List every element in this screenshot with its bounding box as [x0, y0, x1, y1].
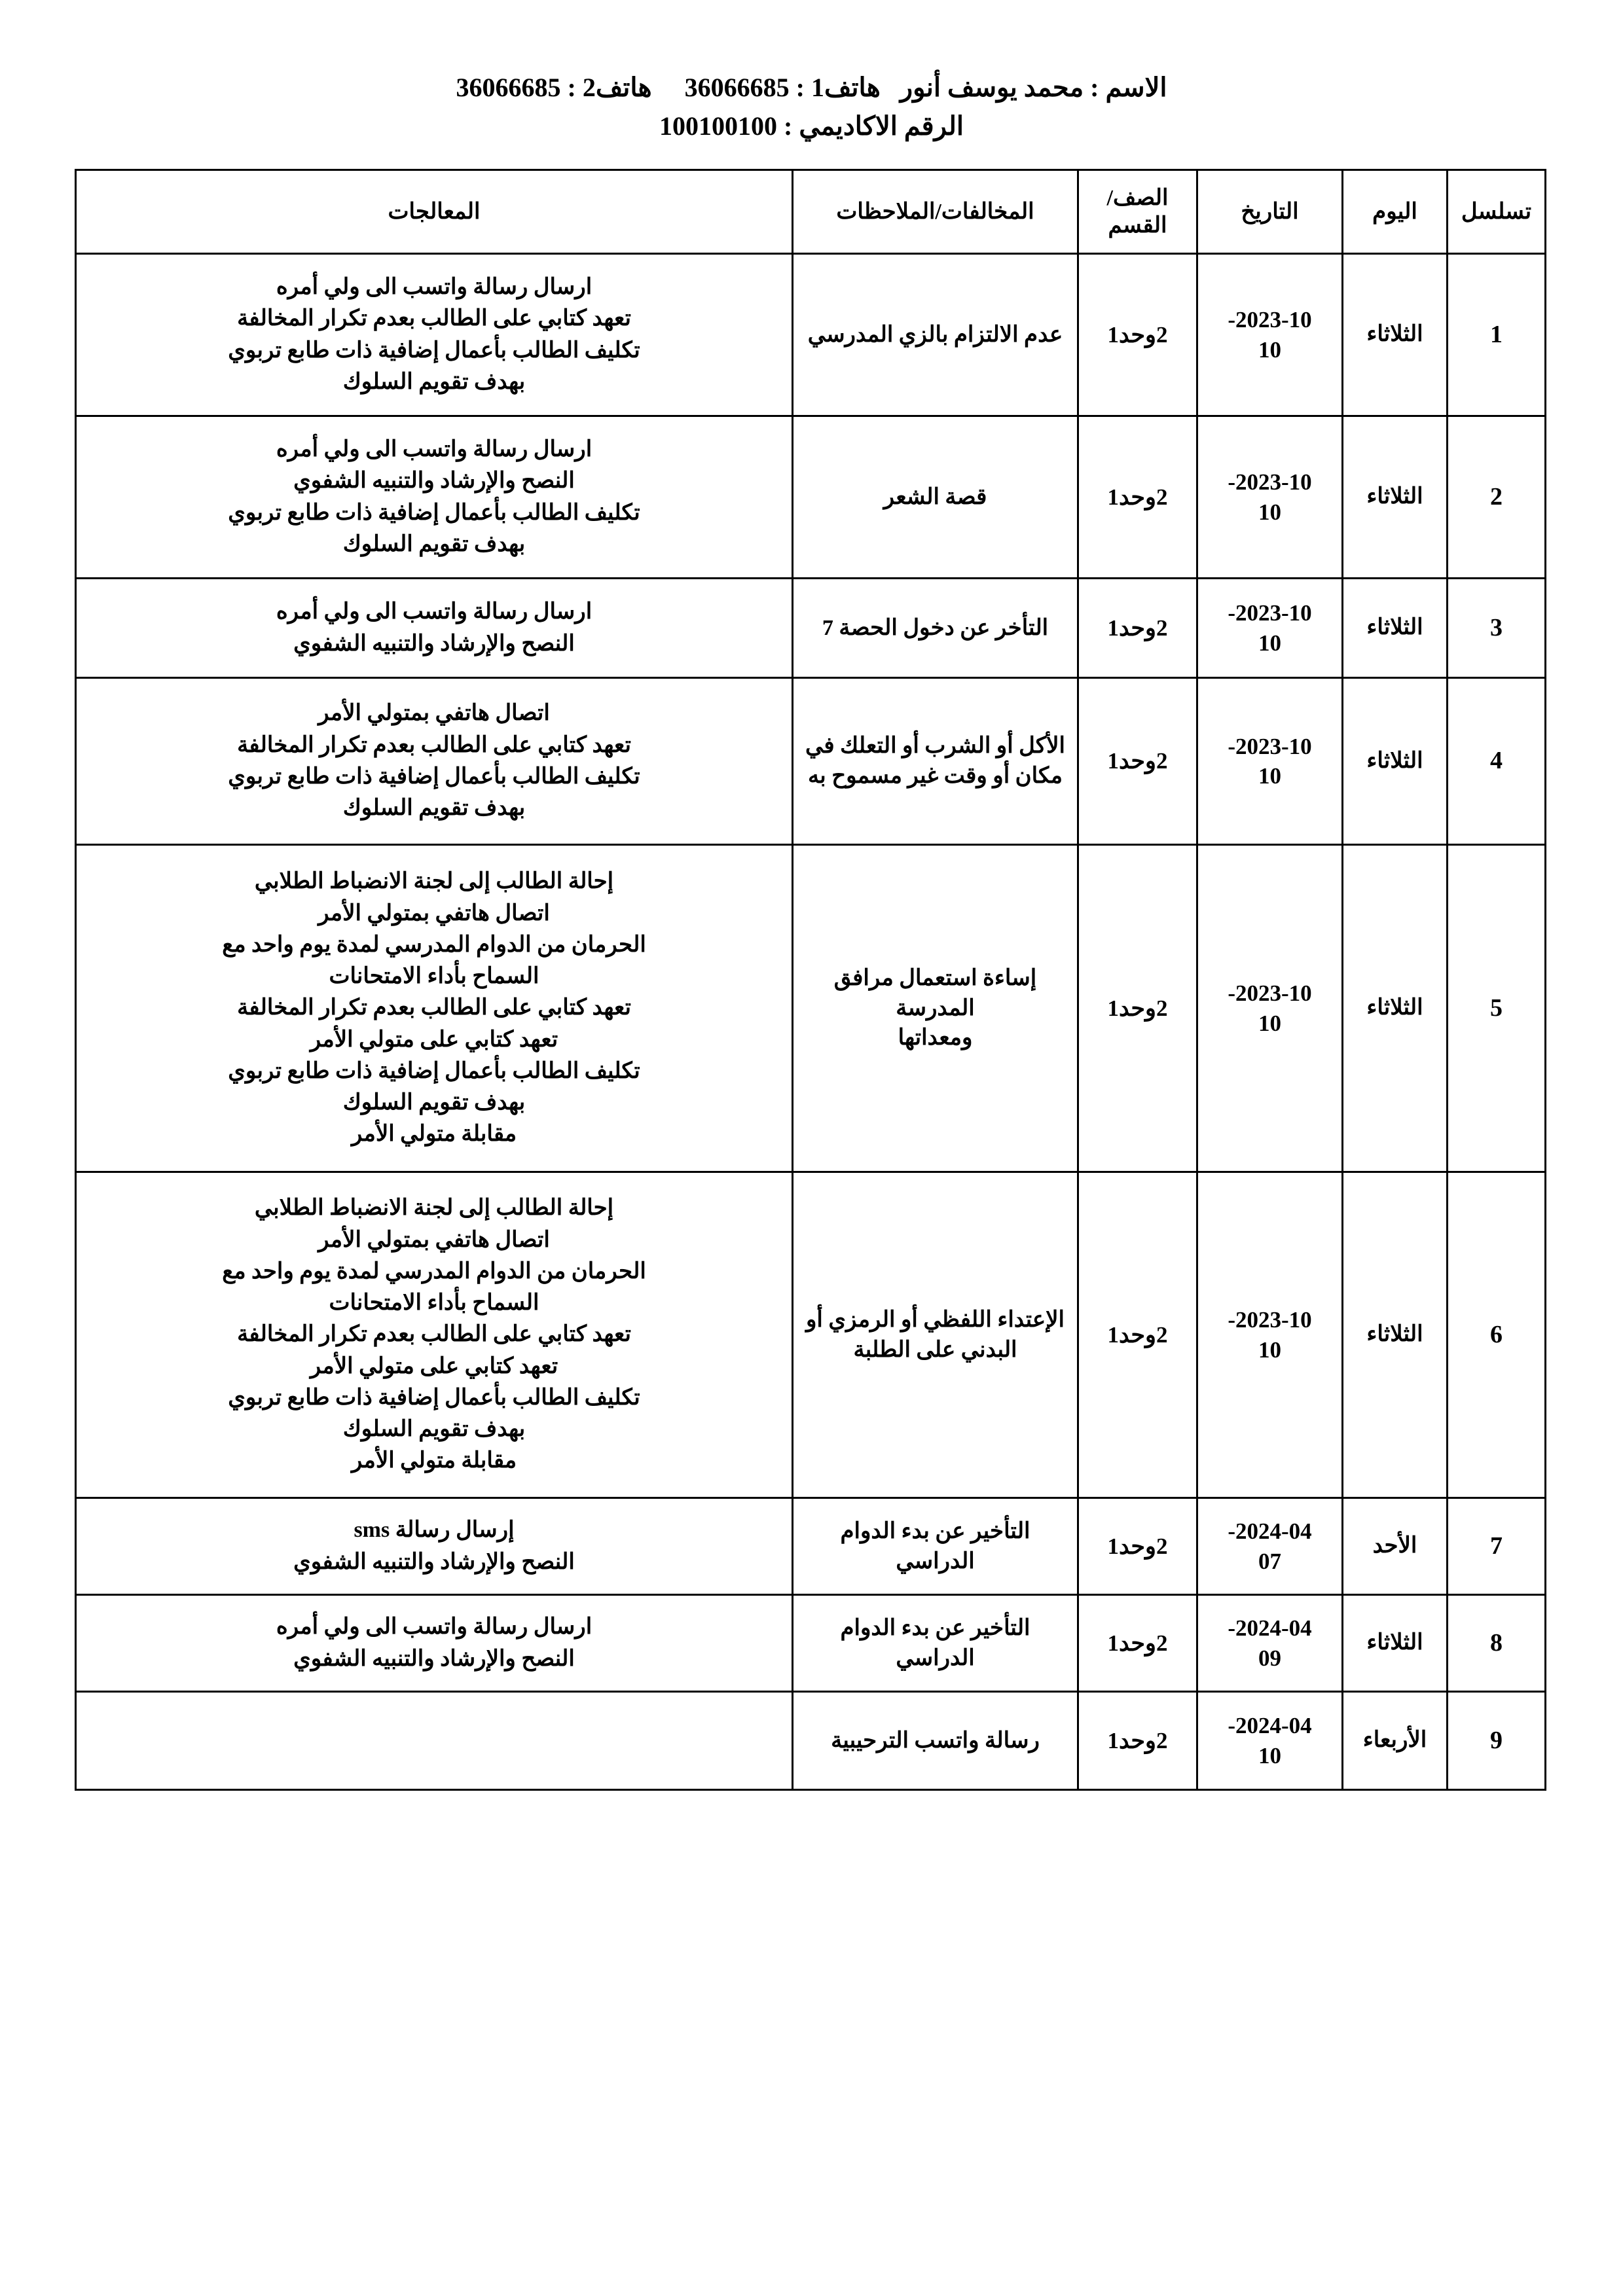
date-line-2: 10	[1258, 630, 1281, 656]
cell-sequence: 3	[1448, 579, 1546, 678]
cell-day: الثلاثاء	[1343, 678, 1448, 845]
cell-treatment	[76, 1172, 793, 1498]
student-info-header	[0, 71, 1623, 144]
cell-date	[1197, 1172, 1343, 1498]
cell-treatment	[76, 1692, 793, 1790]
cell-treatment	[76, 1498, 793, 1595]
column-header-violations: المخالفات/الملاحظات	[793, 170, 1078, 254]
cell-date	[1197, 579, 1343, 678]
date-line-1: 2024-04-	[1228, 1713, 1312, 1738]
cell-class-section: 2وحد1	[1078, 1692, 1197, 1790]
treatment-line: إحالة الطالب إلى لجنة الانضباط الطلابي	[254, 869, 614, 894]
cell-date	[1197, 254, 1343, 416]
treatment-line: تكليف الطالب بأعمال إضافية ذات طابع تربوي	[228, 1385, 640, 1410]
treatment-line: السماح بأداء الامتحانات	[329, 964, 539, 989]
cell-treatment	[76, 845, 793, 1172]
cell-sequence: 2	[1448, 416, 1546, 579]
column-header-class-line2: القسم	[1108, 213, 1167, 238]
date-line-1: 2023-10-	[1228, 733, 1312, 759]
date-line-1: 2023-10-	[1228, 1307, 1312, 1333]
table-row	[76, 678, 1546, 845]
cell-day: الثلاثاء	[1343, 254, 1448, 416]
cell-violation	[793, 1692, 1078, 1790]
cell-day: الثلاثاء	[1343, 845, 1448, 1172]
date-line-2: 10	[1258, 1010, 1281, 1036]
violation-line: الأكل أو الشرب أو التعلك في	[805, 734, 1065, 759]
treatment-line: تعهد كتابي على الطالب بعدم تكرار المخالفة	[237, 996, 631, 1020]
cell-violation	[793, 1498, 1078, 1595]
cell-violation	[793, 579, 1078, 678]
treatment-line: النصح والإرشاد والتنبيه الشفوي	[293, 469, 575, 493]
date-line-2: 10	[1258, 1336, 1281, 1363]
cell-violation	[793, 1172, 1078, 1498]
table-row	[76, 1498, 1546, 1595]
cell-treatment	[76, 416, 793, 579]
table-row	[76, 416, 1546, 579]
cell-sequence: 7	[1448, 1498, 1546, 1595]
cell-treatment	[76, 1595, 793, 1692]
treatment-line: الحرمان من الدوام المدرسي لمدة يوم واحد مع	[222, 1259, 646, 1283]
cell-treatment	[76, 254, 793, 416]
behavior-records-table	[75, 169, 1546, 1791]
cell-sequence: 4	[1448, 678, 1546, 845]
cell-date	[1197, 416, 1343, 579]
cell-treatment	[76, 579, 793, 678]
date-line-1: 2024-04-	[1228, 1615, 1312, 1641]
cell-class-section: 2وحد1	[1078, 579, 1197, 678]
date-line-2: 10	[1258, 336, 1281, 363]
treatment-line: النصح والإرشاد والتنبيه الشفوي	[293, 1646, 575, 1671]
treatment-line: بهدف تقويم السلوك	[342, 1417, 526, 1442]
treatment-line: مقابلة متولي الأمر	[351, 1448, 517, 1473]
treatment-line: تعهد كتابي على الطالب بعدم تكرار المخالفة	[237, 306, 631, 331]
violation-line: التأخير عن بدء الدوام الدراسي	[840, 1518, 1030, 1573]
cell-sequence: 9	[1448, 1692, 1546, 1790]
date-line-2: 07	[1258, 1548, 1281, 1574]
violation-line: التأخر عن دخول الحصة 7	[822, 615, 1049, 640]
date-line-2: 10	[1258, 1742, 1281, 1768]
treatment-line: بهدف تقويم السلوك	[342, 1090, 526, 1115]
treatment-line: تعهد كتابي على الطالب بعدم تكرار المخالفة	[237, 1322, 631, 1347]
violation-line: الإعتداء اللفظي أو الرمزي أو	[805, 1307, 1065, 1332]
table-header-row	[76, 170, 1546, 254]
cell-class-section: 2وحد1	[1078, 1498, 1197, 1595]
violation-line: رسالة واتسب الترحيبية	[831, 1728, 1040, 1753]
treatment-line: بهدف تقويم السلوك	[342, 531, 526, 556]
cell-violation	[793, 845, 1078, 1172]
treatment-line: النصح والإرشاد والتنبيه الشفوي	[293, 1549, 575, 1574]
cell-class-section: 2وحد1	[1078, 678, 1197, 845]
cell-date	[1197, 845, 1343, 1172]
date-line-2: 10	[1258, 499, 1281, 525]
treatment-line: السماح بأداء الامتحانات	[329, 1291, 539, 1316]
cell-violation	[793, 1595, 1078, 1692]
treatment-line: إرسال رسالة sms	[354, 1518, 515, 1543]
date-line-1: 2023-10-	[1228, 600, 1312, 626]
academic-number: الرقم الاكاديمي : 100100100	[659, 111, 964, 141]
cell-day: الثلاثاء	[1343, 1172, 1448, 1498]
violation-line: قصة الشعر	[883, 484, 987, 509]
treatment-line: الحرمان من الدوام المدرسي لمدة يوم واحد مع	[222, 932, 646, 957]
cell-violation	[793, 254, 1078, 416]
table-row	[76, 1595, 1546, 1692]
student-name-and-phones: الاسم : محمد يوسف أنور هاتف1 : 36066685 هاتف2 : 36066685	[456, 73, 1167, 102]
treatment-line: ارسال رسالة واتسب الى ولي أمره	[276, 1615, 593, 1640]
date-line-1: 2023-10-	[1228, 980, 1312, 1006]
column-header-sequence: تسلسل	[1448, 170, 1546, 254]
treatment-line: اتصال هاتفي بمتولي الأمر	[318, 901, 550, 925]
cell-day: الأحد	[1343, 1498, 1448, 1595]
treatment-line: مقابلة متولي الأمر	[351, 1122, 517, 1147]
table-row	[76, 254, 1546, 416]
cell-day: الأربعاء	[1343, 1692, 1448, 1790]
table-row	[76, 579, 1546, 678]
table-row	[76, 1172, 1546, 1498]
treatment-line: تعهد كتابي على متولي الأمر	[310, 1027, 558, 1052]
cell-treatment	[76, 678, 793, 845]
cell-violation	[793, 416, 1078, 579]
cell-date	[1197, 1498, 1343, 1595]
cell-date	[1197, 1595, 1343, 1692]
treatment-line: بهدف تقويم السلوك	[342, 796, 526, 821]
cell-class-section: 2وحد1	[1078, 1595, 1197, 1692]
violation-line: البدني على الطلبة	[853, 1337, 1017, 1362]
treatment-line: تكليف الطالب بأعمال إضافية ذات طابع تربوي	[228, 338, 640, 363]
cell-date	[1197, 1692, 1343, 1790]
cell-date	[1197, 678, 1343, 845]
cell-violation	[793, 678, 1078, 845]
column-header-class-line1: الصف/	[1106, 186, 1169, 211]
date-line-1: 2023-10-	[1228, 307, 1312, 332]
cell-sequence: 6	[1448, 1172, 1546, 1498]
cell-class-section: 2وحد1	[1078, 1172, 1197, 1498]
treatment-line: تعهد كتابي على الطالب بعدم تكرار المخالفة	[237, 732, 631, 757]
cell-class-section: 2وحد1	[1078, 845, 1197, 1172]
cell-class-section: 2وحد1	[1078, 416, 1197, 579]
violation-line: مكان أو وقت غير مسموح به	[808, 764, 1063, 788]
treatment-line: النصح والإرشاد والتنبيه الشفوي	[293, 631, 575, 656]
treatment-line: إحالة الطالب إلى لجنة الانضباط الطلابي	[254, 1196, 614, 1221]
cell-sequence: 1	[1448, 254, 1546, 416]
treatment-line: اتصال هاتفي بمتولي الأمر	[318, 701, 550, 726]
violation-line: التأخير عن بدء الدوام الدراسي	[840, 1615, 1030, 1670]
date-line-2: 09	[1258, 1645, 1281, 1671]
table-row	[76, 845, 1546, 1172]
date-line-1: 2023-10-	[1228, 469, 1312, 495]
column-header-date: التاريخ	[1197, 170, 1343, 254]
cell-sequence: 8	[1448, 1595, 1546, 1692]
treatment-line: تكليف الطالب بأعمال إضافية ذات طابع تربوي	[228, 764, 640, 789]
date-line-1: 2024-04-	[1228, 1518, 1312, 1544]
table-body	[76, 254, 1546, 1790]
cell-day: الثلاثاء	[1343, 1595, 1448, 1692]
treatment-line: اتصال هاتفي بمتولي الأمر	[318, 1227, 550, 1252]
table-row	[76, 1692, 1546, 1790]
violation-line: إساءة استعمال مرافق المدرسة	[833, 965, 1037, 1020]
treatment-line: بهدف تقويم السلوك	[342, 369, 526, 394]
treatment-line: تكليف الطالب بأعمال إضافية ذات طابع تربوي	[228, 500, 640, 525]
column-header-class	[1078, 170, 1197, 254]
treatment-line: تكليف الطالب بأعمال إضافية ذات طابع تربوي	[228, 1058, 640, 1083]
cell-day: الثلاثاء	[1343, 416, 1448, 579]
treatment-line: ارسال رسالة واتسب الى ولي أمره	[276, 274, 593, 299]
cell-class-section: 2وحد1	[1078, 254, 1197, 416]
cell-day: الثلاثاء	[1343, 579, 1448, 678]
treatment-line: تعهد كتابي على متولي الأمر	[310, 1354, 558, 1378]
date-line-2: 10	[1258, 763, 1281, 789]
column-header-treatments: المعالجات	[76, 170, 793, 254]
treatment-line: ارسال رسالة واتسب الى ولي أمره	[276, 437, 593, 461]
column-header-day: اليوم	[1343, 170, 1448, 254]
cell-sequence: 5	[1448, 845, 1546, 1172]
violation-line: عدم الالتزام بالزي المدرسي	[807, 322, 1063, 347]
violation-line: ومعداتها	[898, 1026, 973, 1050]
treatment-line: ارسال رسالة واتسب الى ولي أمره	[276, 600, 593, 624]
